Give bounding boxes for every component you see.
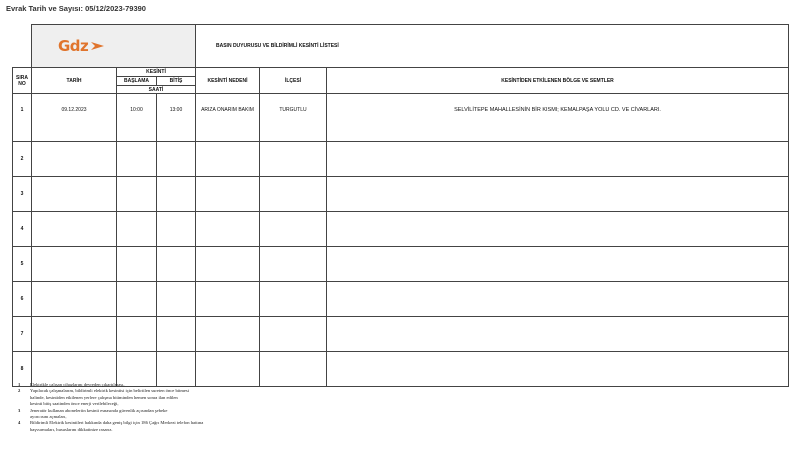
row-reason <box>196 247 260 282</box>
note-line: Yapılacak çalışmalarım, bildirimli elektrik kesintisi için belirtilen sureten önce bitmesi <box>30 388 189 394</box>
row-district <box>260 247 327 282</box>
row-end-time <box>157 212 196 247</box>
row-district <box>260 317 327 352</box>
header-ilcesi: İLÇESİ <box>260 68 327 94</box>
row-date <box>32 247 117 282</box>
row-end-time <box>157 177 196 212</box>
note-number: 3 <box>18 407 21 413</box>
row-affected-area <box>327 247 789 282</box>
note-number: 4 <box>18 420 21 426</box>
row-reason: ARIZA ONARIM BAKIM <box>196 94 260 142</box>
row-affected-area: SELVİLİTEPE MAHALLESİNİN BİR KISMI; KEMALPAŞA YOLU CD. VE CİVARLARI. <box>327 94 789 142</box>
note-line: başvurmaları, hususlarını dikkatinize rasarız. <box>30 426 113 432</box>
note-line: Jeneratör kullanan aboneleriin kesinti esnasında güvenlik açısından şebeke <box>30 407 168 413</box>
row-start-time <box>117 282 157 317</box>
header-kesinti-nedeni: KESİNTİ NEDENİ <box>196 68 260 94</box>
row-affected-area <box>327 142 789 177</box>
note-line: Bildirimli Elektrik kesintileri hakkında daha geniş bilgi için 186 Çağrı Merkezi telefon hattına <box>30 420 204 426</box>
row-number: 1 <box>13 94 32 142</box>
gdz-arrow-logo-icon <box>90 41 106 51</box>
row-date <box>32 142 117 177</box>
row-start-time: 10:00 <box>117 94 157 142</box>
table-row <box>13 282 789 317</box>
row-date <box>32 177 117 212</box>
row-end-time <box>157 317 196 352</box>
table-row <box>13 247 789 282</box>
row-start-time <box>117 317 157 352</box>
header-baslama: BAŞLAMA <box>117 77 157 86</box>
logo-area <box>32 25 196 68</box>
note-item <box>18 420 318 433</box>
row-date: 09.12.2023 <box>32 94 117 142</box>
row-end-time <box>157 142 196 177</box>
notes-section <box>18 382 318 433</box>
header-kesinti: KESİNTİ <box>117 68 196 77</box>
row-number: 8 <box>13 352 32 387</box>
row-number: 3 <box>13 177 32 212</box>
row-start-time <box>117 247 157 282</box>
row-date <box>32 212 117 247</box>
row-date <box>32 282 117 317</box>
row-reason <box>196 317 260 352</box>
row-end-time <box>157 282 196 317</box>
table-row <box>13 212 789 247</box>
row-district <box>260 142 327 177</box>
note-line: kesinti bitiş saatinden önce enerji verilebileceği, <box>30 401 119 407</box>
header-sira-no: SIRA NO <box>13 68 32 94</box>
document-date-number: Evrak Tarih ve Sayısı: 05/12/2023-79390 <box>6 4 146 13</box>
outage-list-table <box>12 24 789 387</box>
row-start-time <box>117 142 157 177</box>
title-row <box>13 25 789 68</box>
note-item <box>18 408 318 421</box>
page-title: BASIN DUYURUSU VE BİLDİRİMLİ KESİNTİ LİSTESİ <box>196 25 789 68</box>
header-etkilenen-bolge: KESİNTİDEN ETKİLENEN BÖLGE VE SEMTLER <box>327 68 789 94</box>
row-district <box>260 282 327 317</box>
row-start-time <box>117 177 157 212</box>
row-district <box>260 212 327 247</box>
logo-text: Gdz <box>58 37 89 55</box>
row-number: 5 <box>13 247 32 282</box>
note-number: 1 <box>18 382 21 387</box>
header-row-1 <box>13 68 789 77</box>
note-line: halinde, kesintiden etkilenen yerlere çalışma bitiminden hemen sonra ilan edilen <box>30 394 178 400</box>
row-reason <box>196 212 260 247</box>
table-row <box>13 94 789 142</box>
table-row <box>13 177 789 212</box>
row-affected-area <box>327 212 789 247</box>
row-reason <box>196 282 260 317</box>
note-line: ayırıcısını açmaları, <box>30 414 67 420</box>
header-tarih: TARİH <box>32 68 117 94</box>
note-item <box>18 388 318 407</box>
row-affected-area <box>327 317 789 352</box>
note-number: 2 <box>18 388 21 394</box>
table-row <box>13 142 789 177</box>
row-end-time: 13:00 <box>157 94 196 142</box>
row-start-time <box>117 212 157 247</box>
row-affected-area <box>327 177 789 212</box>
table-row <box>13 317 789 352</box>
header-bitis: BİTİŞ <box>157 77 196 86</box>
header-saati: SAATİ <box>117 86 196 94</box>
row-district <box>260 177 327 212</box>
row-district: TURGUTLU <box>260 94 327 142</box>
row-date <box>32 317 117 352</box>
row-end-time <box>157 247 196 282</box>
row-number: 6 <box>13 282 32 317</box>
note-line: Elektrikle çalışan cihazlarını devreden çıkartılması, <box>30 382 125 387</box>
row-number: 4 <box>13 212 32 247</box>
row-affected-area <box>327 352 789 387</box>
row-affected-area <box>327 282 789 317</box>
row-number: 2 <box>13 142 32 177</box>
row-reason <box>196 142 260 177</box>
row-number: 7 <box>13 317 32 352</box>
row-reason <box>196 177 260 212</box>
